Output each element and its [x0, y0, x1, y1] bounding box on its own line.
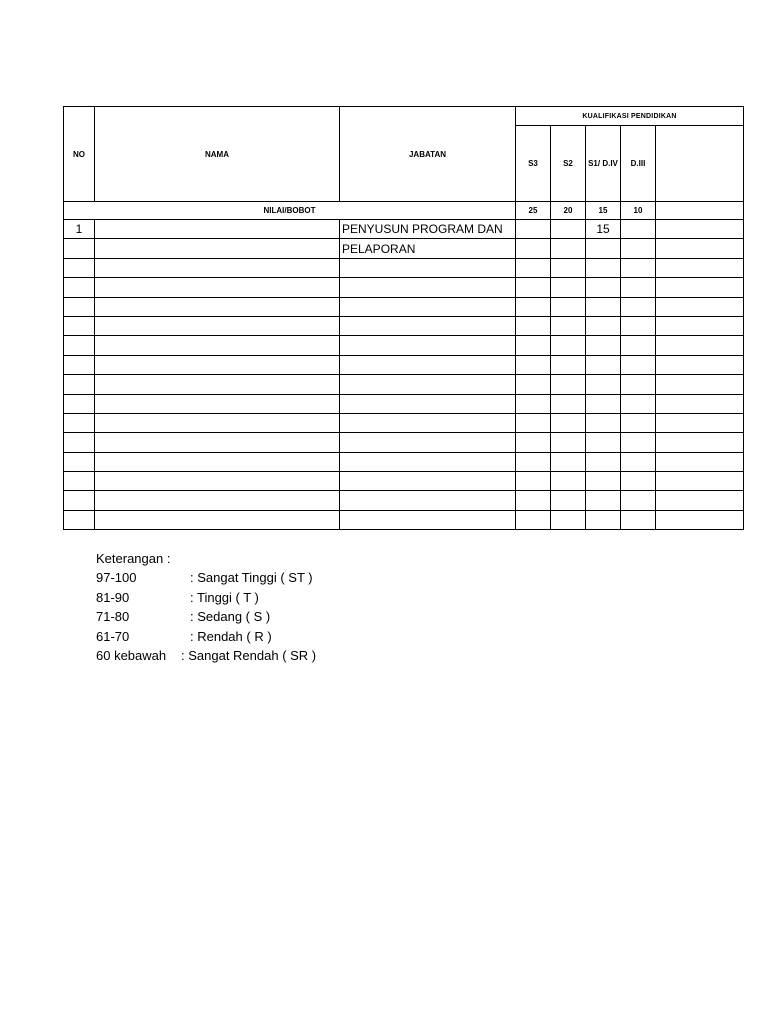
table-row	[64, 220, 744, 239]
cell-jabatan	[340, 491, 516, 510]
cell-jabatan: PELAPORAN	[340, 239, 516, 258]
cell-s1	[586, 239, 621, 258]
cell-s2	[551, 278, 586, 297]
cell-extra	[656, 220, 744, 239]
bobot-s3: 25	[516, 202, 551, 220]
table-row	[64, 413, 744, 432]
cell-extra	[656, 394, 744, 413]
table-row	[64, 510, 744, 529]
cell-d3	[621, 336, 656, 355]
cell-nama	[95, 491, 340, 510]
cell-s1	[586, 413, 621, 432]
cell-extra	[656, 433, 744, 452]
table-row	[64, 491, 744, 510]
cell-d3	[621, 278, 656, 297]
bobot-s1: 15	[586, 202, 621, 220]
cell-s2	[551, 258, 586, 277]
cell-nama	[95, 239, 340, 258]
legend-item	[96, 646, 317, 665]
cell-s2	[551, 472, 586, 491]
legend-block	[96, 549, 317, 665]
bobot-extra-cell	[656, 202, 744, 220]
cell-extra	[656, 355, 744, 374]
legend-item	[96, 607, 271, 626]
cell-extra	[656, 452, 744, 471]
cell-s3	[516, 394, 551, 413]
cell-extra	[656, 491, 744, 510]
cell-extra	[656, 336, 744, 355]
cell-nama	[95, 413, 340, 432]
table-row	[64, 433, 744, 452]
cell-s3	[516, 258, 551, 277]
cell-s1	[586, 394, 621, 413]
table-row	[64, 394, 744, 413]
cell-extra	[656, 472, 744, 491]
cell-s2	[551, 355, 586, 374]
cell-no	[64, 336, 95, 355]
cell-s3	[516, 336, 551, 355]
cell-extra	[656, 510, 744, 529]
cell-s2	[551, 510, 586, 529]
cell-s1	[586, 433, 621, 452]
cell-s2	[551, 336, 586, 355]
cell-s1	[586, 510, 621, 529]
legend-desc: : Tinggi ( T )	[190, 589, 259, 605]
cell-d3	[621, 510, 656, 529]
header-nama: NAMA	[95, 107, 340, 202]
cell-s1	[586, 336, 621, 355]
cell-jabatan	[340, 278, 516, 297]
legend-desc: : Rendah ( R )	[190, 628, 272, 644]
cell-s1	[586, 316, 621, 335]
cell-extra	[656, 278, 744, 297]
cell-s1	[586, 472, 621, 491]
cell-s3	[516, 375, 551, 394]
cell-s3	[516, 491, 551, 510]
cell-s2	[551, 452, 586, 471]
cell-nama	[95, 355, 340, 374]
cell-s2	[551, 316, 586, 335]
cell-d3	[621, 394, 656, 413]
legend-item	[96, 588, 259, 607]
cell-extra	[656, 316, 744, 335]
cell-nama	[95, 510, 340, 529]
cell-jabatan	[340, 433, 516, 452]
bobot-label: NILAI/BOBOT	[64, 202, 516, 220]
cell-no	[64, 278, 95, 297]
cell-s3	[516, 297, 551, 316]
cell-s1	[586, 491, 621, 510]
cell-s3	[516, 278, 551, 297]
bobot-row	[64, 202, 744, 220]
cell-d3	[621, 433, 656, 452]
legend-title: Keterangan :	[96, 551, 171, 566]
cell-s1: 15	[586, 220, 621, 239]
cell-nama	[95, 452, 340, 471]
header-row-top	[64, 107, 744, 126]
cell-nama	[95, 278, 340, 297]
header-s3: S3	[516, 126, 551, 202]
cell-s3	[516, 510, 551, 529]
cell-extra	[656, 413, 744, 432]
cell-d3	[621, 297, 656, 316]
table-row	[64, 472, 744, 491]
cell-d3	[621, 472, 656, 491]
cell-no	[64, 433, 95, 452]
cell-s3	[516, 355, 551, 374]
cell-jabatan	[340, 258, 516, 277]
cell-s3	[516, 433, 551, 452]
table-row	[64, 316, 744, 335]
cell-jabatan	[340, 355, 516, 374]
cell-s1	[586, 355, 621, 374]
legend-range: 61-70	[96, 628, 130, 644]
cell-no	[64, 375, 95, 394]
cell-jabatan	[340, 452, 516, 471]
cell-no: 1	[64, 220, 95, 239]
cell-s1	[586, 278, 621, 297]
cell-nama	[95, 336, 340, 355]
table-row	[64, 258, 744, 277]
cell-s1	[586, 375, 621, 394]
legend-desc: : Sangat Tinggi ( ST )	[190, 570, 313, 586]
header-s1-div: S1/ D.IV	[586, 126, 621, 202]
cell-nama	[95, 472, 340, 491]
legend-range: 60 kebawah	[96, 647, 167, 663]
cell-jabatan	[340, 336, 516, 355]
cell-s2	[551, 375, 586, 394]
cell-no	[64, 394, 95, 413]
cell-jabatan	[340, 316, 516, 335]
bobot-s2: 20	[551, 202, 586, 220]
assessment-table-viewport	[63, 106, 677, 532]
cell-nama	[95, 375, 340, 394]
legend-item	[96, 627, 272, 646]
cell-nama	[95, 433, 340, 452]
cell-s3	[516, 413, 551, 432]
header-s2: S2	[551, 126, 586, 202]
assessment-table	[63, 106, 744, 530]
legend-desc: : Sangat Rendah ( SR )	[181, 647, 317, 663]
cell-d3	[621, 258, 656, 277]
cell-s1	[586, 297, 621, 316]
cell-nama	[95, 220, 340, 239]
cell-jabatan	[340, 510, 516, 529]
legend-item	[96, 568, 313, 587]
cell-d3	[621, 239, 656, 258]
table-row	[64, 375, 744, 394]
cell-nama	[95, 297, 340, 316]
cell-jabatan	[340, 413, 516, 432]
header-no: NO	[64, 107, 95, 202]
cell-no	[64, 355, 95, 374]
table-row	[64, 239, 744, 258]
cell-d3	[621, 375, 656, 394]
cell-no	[64, 491, 95, 510]
cell-no	[64, 297, 95, 316]
table-row	[64, 278, 744, 297]
cell-jabatan	[340, 375, 516, 394]
cell-no	[64, 413, 95, 432]
cell-extra	[656, 239, 744, 258]
cell-s2	[551, 297, 586, 316]
cell-d3	[621, 452, 656, 471]
legend-range: 71-80	[96, 609, 130, 625]
cell-d3	[621, 491, 656, 510]
cell-s2	[551, 220, 586, 239]
cell-jabatan: PENYUSUN PROGRAM DAN	[340, 220, 516, 239]
table-row	[64, 297, 744, 316]
cell-s2	[551, 239, 586, 258]
cell-extra	[656, 375, 744, 394]
legend-range: 97-100	[96, 570, 137, 586]
cell-s2	[551, 433, 586, 452]
cell-s1	[586, 258, 621, 277]
cell-nama	[95, 316, 340, 335]
cell-nama	[95, 258, 340, 277]
cell-nama	[95, 394, 340, 413]
bobot-d3: 10	[621, 202, 656, 220]
cell-s3	[516, 239, 551, 258]
header-jabatan: JABATAN	[340, 107, 516, 202]
cell-s3	[516, 472, 551, 491]
cell-d3	[621, 355, 656, 374]
cell-d3	[621, 220, 656, 239]
legend-range: 81-90	[96, 589, 130, 605]
cell-s2	[551, 491, 586, 510]
cell-jabatan	[340, 297, 516, 316]
cell-no	[64, 316, 95, 335]
table-row	[64, 336, 744, 355]
cell-no	[64, 258, 95, 277]
header-d3: D.III	[621, 126, 656, 202]
cell-s3	[516, 316, 551, 335]
table-row	[64, 355, 744, 374]
header-kualifikasi: KUALIFIKASI PENDIDIKAN	[516, 107, 744, 126]
cell-extra	[656, 258, 744, 277]
cell-s2	[551, 394, 586, 413]
cell-no	[64, 472, 95, 491]
cell-extra	[656, 297, 744, 316]
cell-s2	[551, 413, 586, 432]
cell-s1	[586, 452, 621, 471]
cell-s3	[516, 220, 551, 239]
cell-no	[64, 452, 95, 471]
cell-d3	[621, 413, 656, 432]
header-extra-cell	[656, 126, 744, 202]
cell-no	[64, 239, 95, 258]
cell-s3	[516, 452, 551, 471]
cell-d3	[621, 316, 656, 335]
cell-no	[64, 510, 95, 529]
legend-desc: : Sedang ( S )	[190, 609, 271, 625]
cell-jabatan	[340, 394, 516, 413]
cell-jabatan	[340, 472, 516, 491]
table-row	[64, 452, 744, 471]
